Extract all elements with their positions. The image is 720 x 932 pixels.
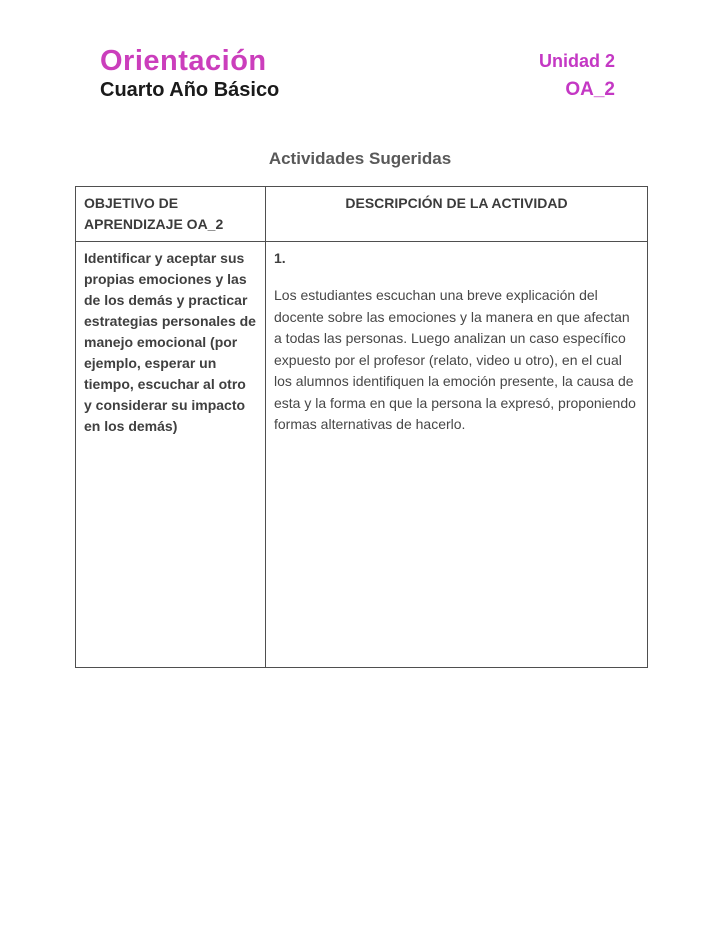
description-cell bbox=[266, 242, 648, 668]
header-left-block bbox=[100, 44, 279, 102]
section-title: Actividades Sugeridas bbox=[268, 149, 452, 168]
table-row bbox=[76, 242, 648, 668]
activities-table bbox=[75, 186, 648, 668]
objective-cell: Identificar y aceptar sus propias emociones y las de los demás y practicar estrategias personales de manejo emocional (por ejemplo, esperar un tiempo, escuchar al otro y considerar su impacto en los demás) bbox=[76, 242, 266, 668]
header-right-block bbox=[539, 44, 615, 102]
objective-column-header: OBJETIVO DE APRENDIZAJE OA_2 bbox=[76, 187, 266, 242]
activity-number: 1. bbox=[274, 250, 286, 266]
grade-subtitle: Cuarto Año Básico bbox=[100, 79, 280, 101]
table-header-row bbox=[76, 187, 648, 242]
subject-title: Orientación bbox=[100, 45, 267, 77]
description-column-header: DESCRIPCIÓN DE LA ACTIVIDAD bbox=[266, 187, 648, 242]
activity-text: Los estudiantes escuchan una breve explicación del docente sobre las emociones y la manera en que afectan a todas las personas. Luego analizan un caso específico expuesto por el profesor (relato, video u otro), en el cual los alumnos identifiquen la emoción presente, la causa de esta y la forma en que la persona la expresó, proponiendo formas alternativas de hacerlo. bbox=[274, 287, 636, 432]
unit-label: Unidad 2 bbox=[538, 51, 615, 71]
oa-code-label: OA_2 bbox=[565, 79, 615, 100]
document-header bbox=[0, 0, 720, 102]
